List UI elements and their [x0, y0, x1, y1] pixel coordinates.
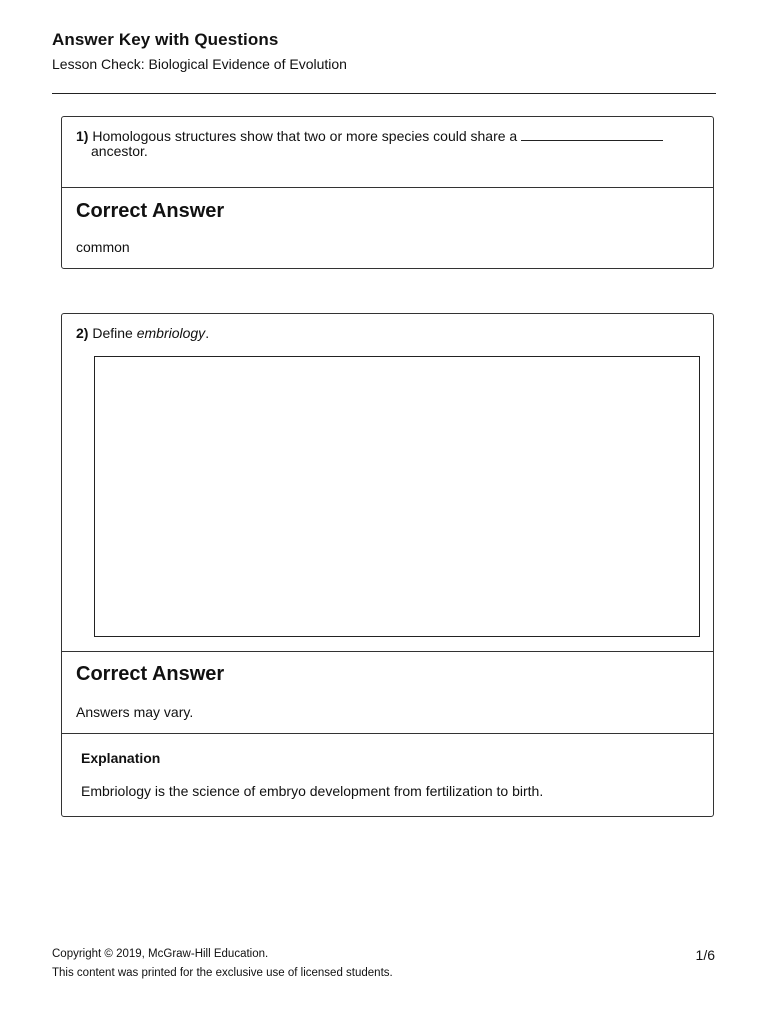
correct-answer-text: Answers may vary.	[76, 704, 194, 720]
question-2-text-suffix: .	[205, 325, 210, 341]
question-2-term: embriology	[136, 325, 206, 341]
footer-notice: This content was printed for the exclusive use of licensed students.	[52, 967, 393, 979]
explanation-heading: Explanation	[81, 750, 161, 766]
question-2-text-prefix: Define	[92, 325, 137, 341]
header-divider	[52, 93, 716, 94]
question-1-number: 1)	[76, 128, 89, 144]
document-title: Answer Key with Questions	[52, 30, 279, 49]
document-subtitle: Lesson Check: Biological Evidence of Evolution	[52, 56, 347, 72]
question-1-text: Homologous structures show that two or more species could share a	[92, 128, 518, 144]
explanation-text: Embriology is the science of embryo development from fertilization to birth.	[81, 783, 544, 799]
explanation-divider	[62, 733, 713, 734]
answer-text-box[interactable]	[94, 356, 700, 637]
question-1-prompt	[76, 129, 693, 159]
footer-copyright: Copyright © 2019, McGraw-Hill Education.	[52, 948, 269, 960]
question-2-number: 2)	[76, 325, 89, 341]
question-2-prompt	[76, 326, 693, 341]
question-card-2	[61, 313, 714, 817]
page-number: 1/6	[695, 947, 715, 963]
question-2-divider	[62, 651, 713, 652]
answer-blank	[521, 130, 663, 141]
question-1-text-continued: ancestor.	[91, 143, 148, 159]
correct-answer-text: common	[76, 239, 130, 255]
correct-answer-heading: Correct Answer	[76, 663, 225, 685]
question-1-divider	[62, 187, 713, 188]
question-card-1	[61, 116, 714, 269]
correct-answer-heading: Correct Answer	[76, 200, 225, 222]
